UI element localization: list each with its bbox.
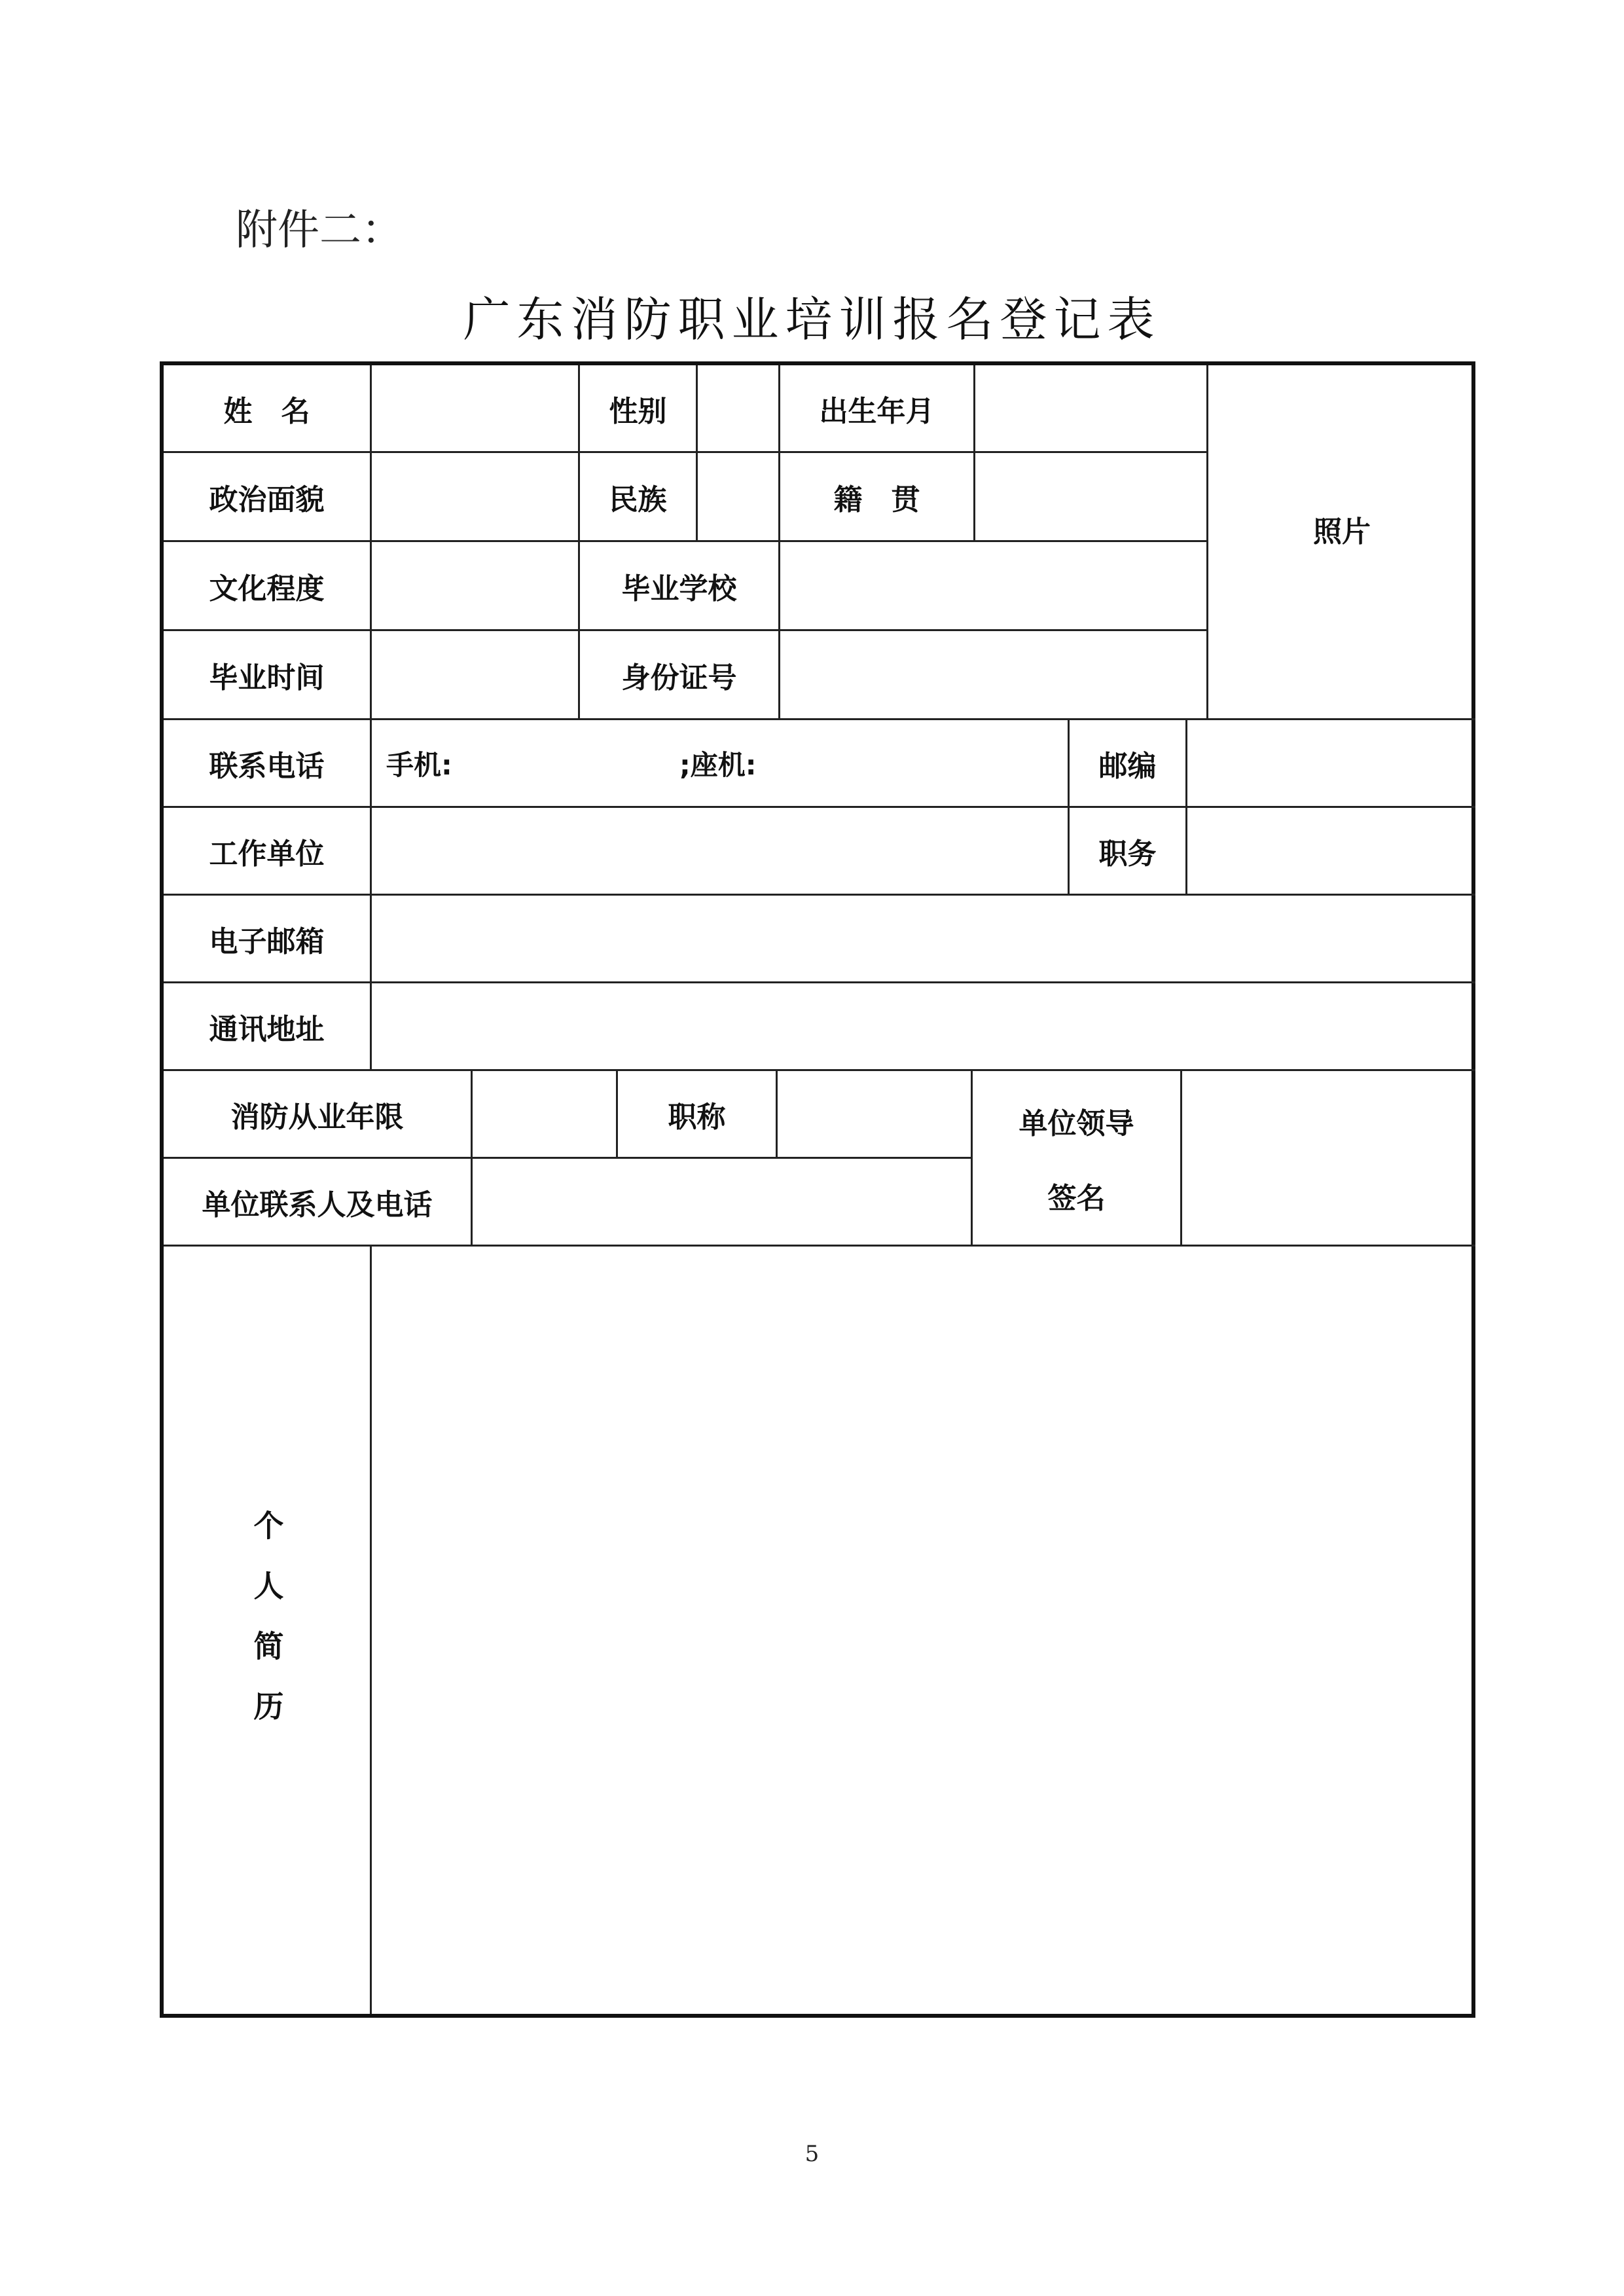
address-field[interactable] [372, 983, 1475, 1071]
political-field[interactable] [372, 453, 580, 542]
native-place-label: 籍 贯 [780, 453, 975, 542]
postcode-label: 邮编 [1070, 720, 1187, 808]
gender-field[interactable] [698, 365, 780, 453]
attachment-label: 附件二： [236, 206, 403, 255]
email-field[interactable] [372, 896, 1475, 983]
landline-label: ;座机: [679, 748, 757, 781]
address-label: 通讯地址 [164, 983, 372, 1071]
position-label: 职务 [1070, 808, 1187, 896]
education-label: 文化程度 [164, 542, 372, 631]
email-label: 电子邮箱 [164, 896, 372, 983]
school-label: 毕业学校 [580, 542, 780, 631]
resume-label: 个人简历 [249, 1510, 285, 1751]
contact-person-label: 单位联系人及电话 [164, 1159, 473, 1247]
leader-sign-line2: 签名 [1047, 1181, 1106, 1215]
phone-label: 联系电话 [164, 720, 372, 808]
title-rank-field[interactable] [778, 1071, 973, 1159]
ethnicity-field[interactable] [698, 453, 780, 542]
employer-field[interactable] [372, 808, 1070, 896]
birth-label: 出生年月 [780, 365, 975, 453]
mobile-label: 手机: [386, 748, 452, 781]
ethnicity-label: 民族 [580, 453, 698, 542]
postcode-field[interactable] [1187, 720, 1475, 808]
birth-field[interactable] [975, 365, 1208, 453]
political-label: 政治面貌 [164, 453, 372, 542]
position-field[interactable] [1187, 808, 1475, 896]
fire-years-label: 消防从业年限 [164, 1071, 473, 1159]
registration-form [160, 361, 1475, 2018]
employer-label: 工作单位 [164, 808, 372, 896]
school-field[interactable] [780, 542, 1208, 631]
leader-sign-field[interactable] [1182, 1071, 1475, 1247]
id-number-field[interactable] [780, 631, 1208, 720]
photo-label: 照片 [1313, 515, 1371, 549]
photo-box[interactable] [1208, 365, 1475, 720]
gender-label: 性别 [580, 365, 698, 453]
fire-years-field[interactable] [473, 1071, 618, 1159]
leader-sign-line1: 单位领导 [1019, 1106, 1134, 1140]
grad-time-field[interactable] [372, 631, 580, 720]
form-title: 广东消防职业培训报名登记表 [463, 292, 1161, 347]
leader-sign-label [973, 1071, 1182, 1247]
grad-time-label: 毕业时间 [164, 631, 372, 720]
name-label: 姓 名 [164, 365, 372, 453]
education-field[interactable] [372, 542, 580, 631]
page-number: 5 [804, 2141, 820, 2167]
id-number-label: 身份证号 [580, 631, 780, 720]
resume-label-cell [164, 1247, 372, 2014]
phone-field[interactable] [372, 720, 1070, 808]
contact-person-field[interactable] [473, 1159, 973, 1247]
resume-field[interactable] [372, 1247, 1475, 2014]
title-rank-label: 职称 [618, 1071, 778, 1159]
native-place-field[interactable] [975, 453, 1208, 542]
name-field[interactable] [372, 365, 580, 453]
